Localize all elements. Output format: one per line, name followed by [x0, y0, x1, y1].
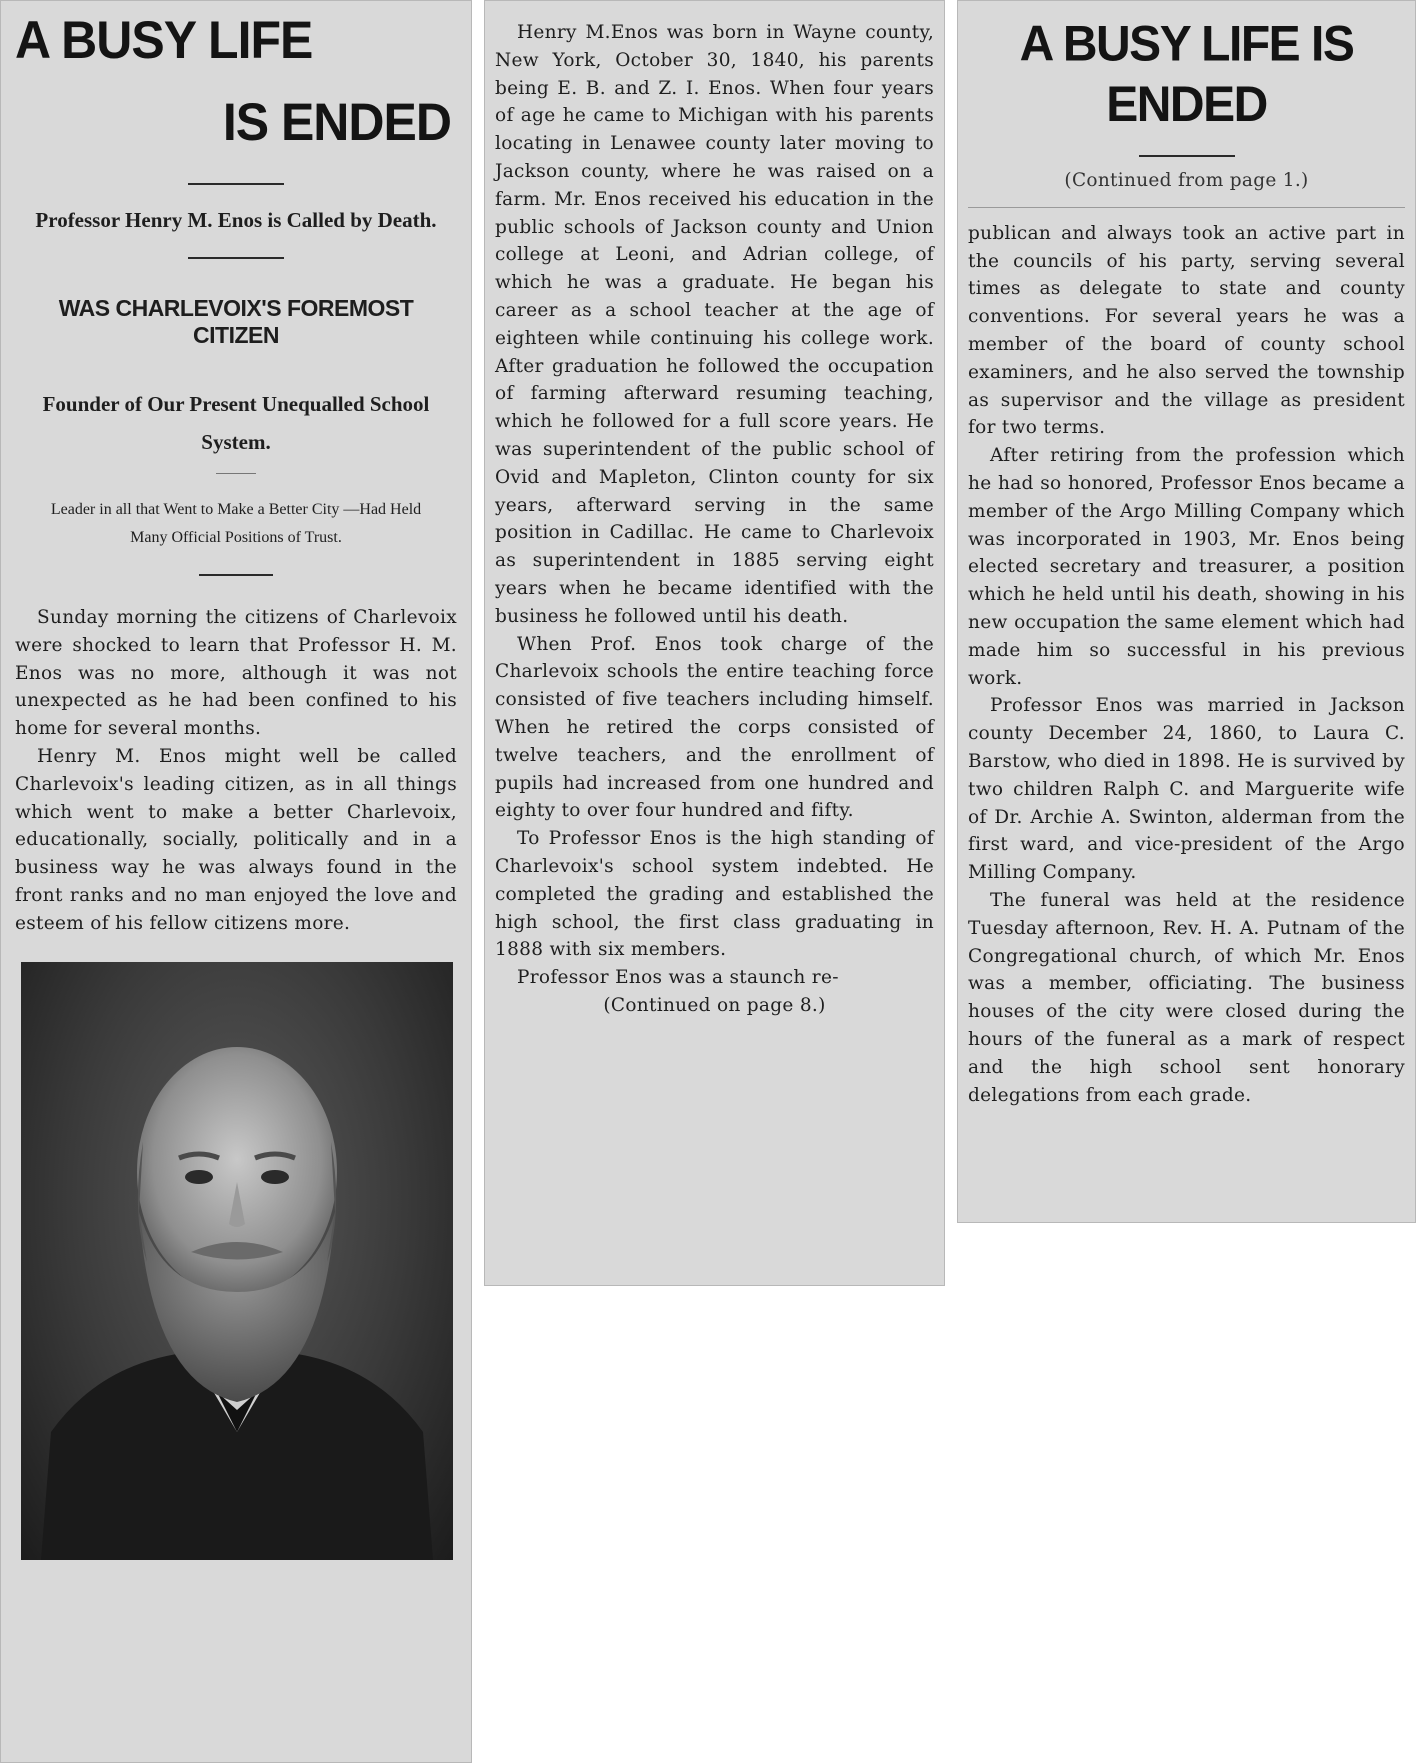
headline-line-1: A BUSY LIFE: [15, 10, 313, 70]
article-column-3: [957, 0, 1416, 1223]
paragraph: To Professor Enos is the high standing of Charlevoix's school system indebted. He completed the grading and established the high school, the first class graduating in 1888 with six members.: [495, 828, 934, 961]
portrait-figure: [21, 962, 453, 1560]
headline-line-2: IS ENDED: [222, 92, 451, 152]
divider-rule: [188, 183, 284, 185]
continued-on-note: (Continued on page 8.): [603, 994, 826, 1016]
portrait-photo: [21, 962, 453, 1560]
paragraph: After retiring from the profession which he had so honored, Professor Enos became a member of the Argo Milling Company which was incorporated in 1903, Mr. Enos being elected secretary and treasurer, a position which he held until his death, showing in his new occupation the same element which had made him so successful in his previous work.: [968, 445, 1405, 689]
paragraph: The funeral was held at the residence Tuesday afternoon, Rev. H. A. Putnam of the Congregational church, of which Mr. Enos was a member, officiating. The business houses of the city were closed during the hours of the funeral as a mark of respect and the high school sent honorary delegations from each grade.: [968, 889, 1405, 1106]
article-column-1: [0, 0, 472, 1763]
divider-rule-short: [216, 473, 256, 474]
paragraph: Professor Enos was married in Jackson county December 24, 1860, to Laura C. Barstow, who died in 1898. He is survived by two children Ralph C. and Marguerite wife of Dr. Archie A. Swinton, alderman from the first ward, and vice-president of the Argo Milling Company.: [968, 695, 1405, 884]
article-body-col2: [495, 19, 934, 992]
divider-rule: [199, 574, 273, 576]
subheadline-foremost-citizen: WAS CHARLEVOIX'S FOREMOST CITIZEN: [58, 295, 414, 348]
paragraph: Henry M.Enos was born in Wayne county, New York, October 30, 1840, his parents being E. B. and Z. I. Enos. When four years of age he came to Michigan with his parents locating in Lenawee county later moving to Jackson county, where he was raised on a farm. Mr. Enos received his education in the public schools of Jackson county and Union college at Leoni, and Adrian college, of which he was a graduate. He began his career as a school teacher at the age of eighteen while continuing his college work. After graduation he followed the occupation of farming afterward resuming teaching, which he followed for a full score years. He was superintendent of the public school of Ovid and Mapleton, Clinton county for six years, afterward serving in the same position in Cadillac. He came to Charlevoix as superintendent in 1885 serving eight years when he became identified with the business he followed until his death.: [495, 22, 934, 627]
subheadline-school-system: Founder of Our Present Unequalled School System.: [42, 392, 430, 454]
divider-rule: [188, 257, 284, 259]
subheadline-leader: Leader in all that Went to Make a Better City —Had Held Many Official Positions of Trust.: [50, 501, 422, 546]
paragraph: Sunday morning the citizens of Charlevoix were shocked to learn that Professor H. M. Enos was no more, although it was not unexpected as he had been confined to his home for several months.: [15, 607, 457, 740]
paragraph: publican and always took an active part in the councils of his party, serving several times as delegate to state and county conventions. For several years he was a member of the board of county school examiners, and he also served the township as supervisor and the village as president for two terms.: [968, 222, 1405, 439]
divider-rule: [1139, 155, 1235, 157]
article-body-col1: [15, 604, 457, 938]
continued-from-note: (Continued from page 1.): [1064, 170, 1309, 191]
paragraph: Henry M. Enos might well be called Charlevoix's leading citizen, as in all things which went to make a better Charlevoix, educationally, socially, politically and in a business way he was always found in the front ranks and no man enjoyed the love and esteem of his fellow citizens more.: [15, 745, 457, 934]
article-column-2: [484, 0, 945, 1286]
subheadline-called-by-death: Professor Henry M. Enos is Called by Death.: [35, 208, 437, 232]
article-body-col3: [968, 220, 1405, 1110]
paragraph: When Prof. Enos took charge of the Charlevoix schools the entire teaching force consisted of five teachers including himself. When he retired the corps consisted of twelve teachers, and the enrollment of pupils had increased from one hundred and eighty to over four hundred and fifty.: [495, 633, 934, 822]
paragraph: Professor Enos was a staunch re-: [517, 967, 839, 989]
continued-headline: A BUSY LIFE IS ENDED: [1019, 16, 1354, 133]
divider-rule-full: [968, 207, 1405, 208]
